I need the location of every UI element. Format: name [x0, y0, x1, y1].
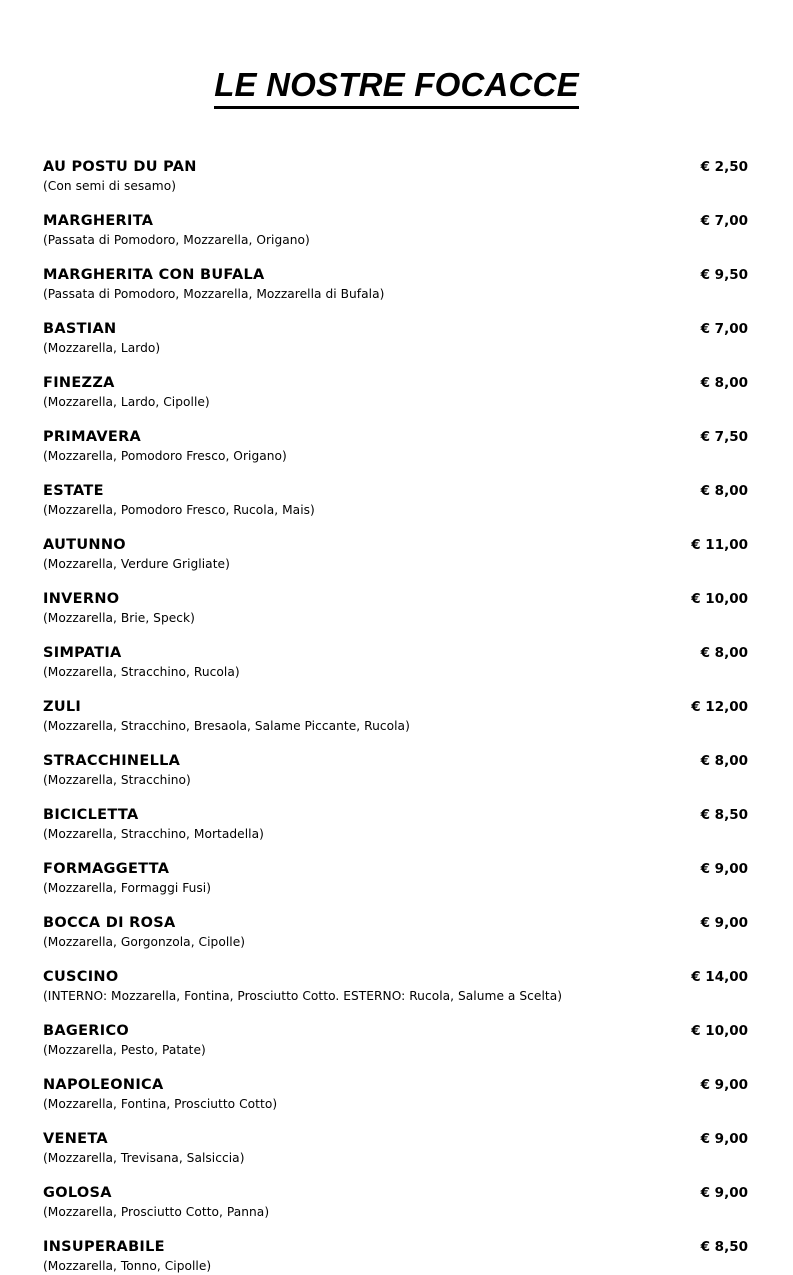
menu-item-name: BICICLETTA [43, 807, 139, 824]
menu-item-description: (Mozzarella, Stracchino, Bresaola, Salame Piccante, Rucola) [43, 719, 410, 734]
menu-item-header [43, 536, 750, 555]
menu-item [43, 428, 750, 465]
menu-item-price: € 8,50 [700, 807, 748, 824]
menu-item-header [43, 860, 750, 879]
menu-item [43, 482, 750, 519]
menu-item [43, 1076, 750, 1113]
menu-item-header [43, 482, 750, 501]
menu-item-description: (Mozzarella, Prosciutto Cotto, Panna) [43, 1205, 270, 1220]
menu-item [43, 698, 750, 735]
menu-item-header [43, 590, 750, 609]
menu-item-header [43, 698, 750, 717]
menu-item-header [43, 752, 750, 771]
menu-item-price: € 10,00 [691, 1023, 748, 1040]
menu-item-name: INSUPERABILE [43, 1239, 165, 1256]
menu-item-description: (Con semi di sesamo) [43, 179, 177, 194]
menu-item-name: PRIMAVERA [43, 429, 142, 446]
menu-item-name: BAGERICO [43, 1023, 130, 1040]
menu-item-price: € 2,50 [700, 159, 748, 176]
menu-item-price: € 9,00 [700, 861, 748, 878]
menu-item-header [43, 968, 750, 987]
menu-item-header [43, 806, 750, 825]
page-title: LE NOSTRE FOCACCE [214, 66, 579, 109]
menu-item-header [43, 428, 750, 447]
menu-item-header [43, 1130, 750, 1149]
menu-item-description: (Mozzarella, Lardo) [43, 341, 161, 356]
menu-item-header [43, 266, 750, 285]
menu-item-price: € 8,50 [700, 1239, 748, 1256]
menu-item [43, 752, 750, 789]
menu-item [43, 914, 750, 951]
menu-item-description: (Mozzarella, Lardo, Cipolle) [43, 395, 210, 410]
menu-item-price: € 10,00 [691, 591, 748, 608]
menu-item-description: (Mozzarella, Fontina, Prosciutto Cotto) [43, 1097, 278, 1112]
menu-item-name: MARGHERITA CON BUFALA [43, 267, 265, 284]
menu-item-name: FORMAGGETTA [43, 861, 170, 878]
menu-item [43, 806, 750, 843]
menu-item-price: € 12,00 [691, 699, 748, 716]
menu-item-header [43, 212, 750, 231]
menu-item-price: € 8,00 [700, 753, 748, 770]
menu-item-description: (Mozzarella, Tonno, Cipolle) [43, 1259, 212, 1274]
menu-item-description: (Mozzarella, Brie, Speck) [43, 611, 195, 626]
menu-item-description: (INTERNO: Mozzarella, Fontina, Prosciutto Cotto. ESTERNO: Rucola, Salume a Scelta) [43, 989, 563, 1004]
menu-item [43, 1238, 750, 1275]
menu-item-name: CUSCINO [43, 969, 119, 986]
menu-item [43, 1130, 750, 1167]
menu-item [43, 266, 750, 303]
menu-item-price: € 9,00 [700, 1185, 748, 1202]
menu-item [43, 320, 750, 357]
menu-item-header [43, 914, 750, 933]
title-container [43, 0, 750, 131]
menu-item-description: (Passata di Pomodoro, Mozzarella, Origano) [43, 233, 310, 248]
menu-item [43, 860, 750, 897]
menu-item-header [43, 644, 750, 663]
menu-item-description: (Mozzarella, Stracchino) [43, 773, 191, 788]
menu-item-name: BOCCA DI ROSA [43, 915, 176, 932]
menu-item [43, 158, 750, 195]
menu-item-name: INVERNO [43, 591, 120, 608]
menu-item-name: MARGHERITA [43, 213, 154, 230]
menu-item-description: (Passata di Pomodoro, Mozzarella, Mozzarella di Bufala) [43, 287, 385, 302]
menu-item-description: (Mozzarella, Formaggi Fusi) [43, 881, 212, 896]
menu-item-price: € 9,00 [700, 1077, 748, 1094]
menu-item [43, 536, 750, 573]
menu-item-name: AU POSTU DU PAN [43, 159, 197, 176]
menu-item-price: € 9,00 [700, 1131, 748, 1148]
menu-item-header [43, 374, 750, 393]
menu-item-price: € 9,50 [700, 267, 748, 284]
menu-item-description: (Mozzarella, Trevisana, Salsiccia) [43, 1151, 245, 1166]
menu-item-price: € 8,00 [700, 645, 748, 662]
menu-item-description: (Mozzarella, Stracchino, Rucola) [43, 665, 240, 680]
menu-item-price: € 14,00 [691, 969, 748, 986]
menu-item-name: NAPOLEONICA [43, 1077, 164, 1094]
menu-item-description: (Mozzarella, Stracchino, Mortadella) [43, 827, 264, 842]
menu-item [43, 968, 750, 1005]
menu-item-description: (Mozzarella, Gorgonzola, Cipolle) [43, 935, 246, 950]
menu-item-name: STRACCHINELLA [43, 753, 181, 770]
menu-item-name: GOLOSA [43, 1185, 112, 1202]
menu-item-name: SIMPATIA [43, 645, 122, 662]
menu-item-name: ESTATE [43, 483, 104, 500]
menu-item-header [43, 158, 750, 177]
menu-item-name: ZULI [43, 699, 82, 716]
menu-item-name: AUTUNNO [43, 537, 126, 554]
menu-item-list [43, 158, 750, 1275]
menu-item-price: € 8,00 [700, 483, 748, 500]
menu-item-price: € 7,00 [700, 213, 748, 230]
menu-item [43, 590, 750, 627]
menu-item-header [43, 1022, 750, 1041]
menu-item-header [43, 1238, 750, 1257]
menu-item-description: (Mozzarella, Pesto, Patate) [43, 1043, 206, 1058]
menu-item-name: FINEZZA [43, 375, 115, 392]
menu-item [43, 644, 750, 681]
menu-item [43, 1022, 750, 1059]
menu-item-description: (Mozzarella, Pomodoro Fresco, Rucola, Mais) [43, 503, 315, 518]
menu-item-header [43, 1076, 750, 1095]
menu-item-price: € 7,50 [700, 429, 748, 446]
menu-item-name: VENETA [43, 1131, 108, 1148]
menu-item-price: € 7,00 [700, 321, 748, 338]
menu-item-price: € 11,00 [691, 537, 748, 554]
menu-item-price: € 8,00 [700, 375, 748, 392]
menu-item [43, 1184, 750, 1221]
menu-item [43, 374, 750, 411]
menu-item-name: BASTIAN [43, 321, 117, 338]
menu-item [43, 212, 750, 249]
menu-item-price: € 9,00 [700, 915, 748, 932]
menu-item-description: (Mozzarella, Verdure Grigliate) [43, 557, 230, 572]
menu-item-header [43, 1184, 750, 1203]
menu-item-description: (Mozzarella, Pomodoro Fresco, Origano) [43, 449, 287, 464]
menu-item-header [43, 320, 750, 339]
